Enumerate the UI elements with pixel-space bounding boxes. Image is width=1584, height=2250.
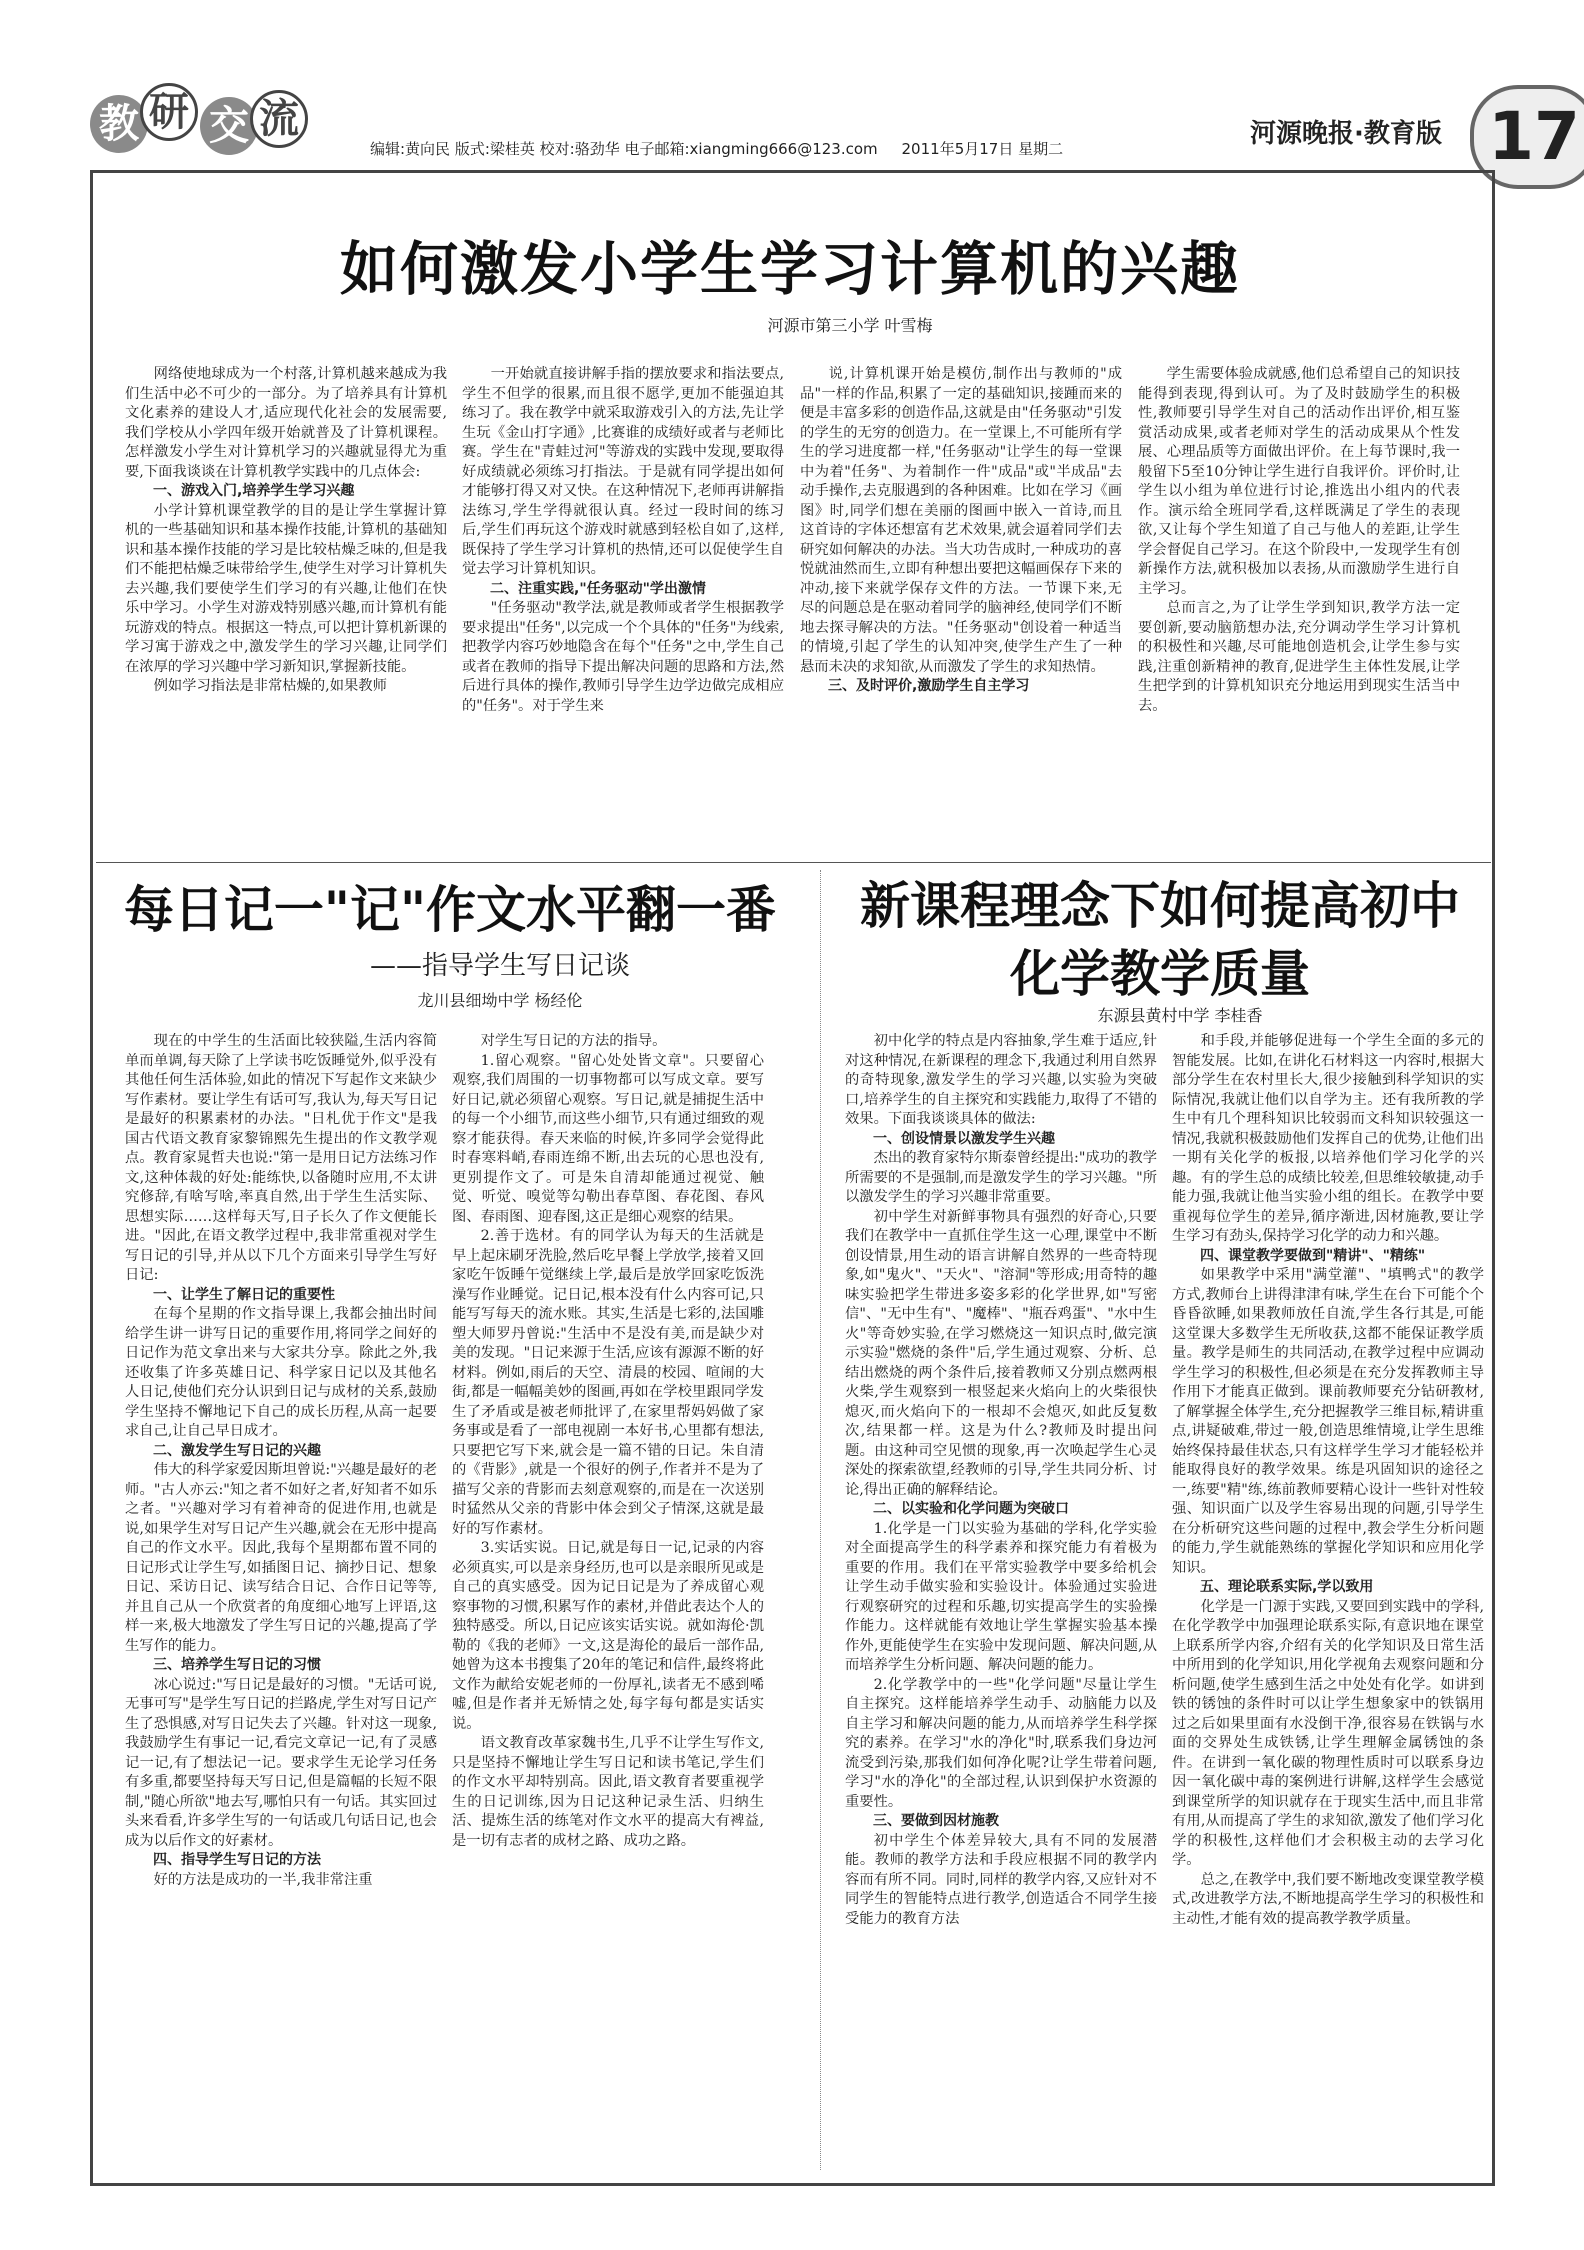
article2-author: 龙川县细坳中学 杨经伦 <box>417 991 583 1010</box>
section-heading: 四、课堂教学要做到"精讲"、"精练" <box>1200 1247 1426 1264</box>
paragraph: "任务驱动"教学法,就是教师或者学生根据教学要求提出"任务",以完成一个个具体的"任务"为线索,把教学内容巧妙地隐含在每个"任务"之中,学生自己或者在教师的指导下提出解决问题的思路和方法,然后进行具体的操作,教师引导学生边学边做完成相应的"任务"。对于学生来 <box>462 600 784 714</box>
paragraph: 初中学生个体差异较大,具有不同的发展潜能。教师的教学方法和手段应根据不同的教学内容而有所不同。同时,同样的教学内容,又应针对不同学生的智能特点进行教学,创造适合不同学生接受能力的教育方法 <box>845 1832 1157 1927</box>
article2-col-2 <box>452 1032 764 2172</box>
section-heading: 二、激发学生写日记的兴趣 <box>153 1442 321 1459</box>
section-divider <box>96 862 1491 863</box>
article1-col-4 <box>1138 365 1460 845</box>
section-heading: 四、指导学生写日记的方法 <box>153 1852 321 1868</box>
section-heading: 二、以实验和化学问题为突破口 <box>873 1501 1069 1517</box>
paragraph: 化学是一门源于实践,又要回到实践中的学科,在化学教学中加强理论联系实际,有意识地在课堂上联系所学内容,介绍有关的化学知识及日常生活中所用到的化学知识,用化学视角去观察问题和分析问题,使学生感到生活之中处处有化学。如讲到铁的锈蚀的条件时可以让学生想象家中的铁锅用过之后如果里面有水没倒干净,很容易在铁锅与水面的交界处生成铁锈,让学生理解金属锈蚀的条件。在讲到一氧化碳的物理性质时可以联系身边因一氧化碳中毒的案例进行讲解,这样学生会感觉到课堂所学的知识就存在于现实生活中,而且非常有用,从而提高了学生的求知欲,激发了他们学习化学的积极性,这样他们才会积极主动的去学习化学。 <box>1172 1598 1484 1868</box>
frame-right-rule <box>1492 170 1495 2185</box>
article2-title: 每日记一"记"作文水平翻一番 <box>123 881 777 939</box>
article3-col-2 <box>1172 1032 1484 2172</box>
frame-top-rule <box>90 170 1495 173</box>
paragraph: 一开始就直接讲解手指的摆放要求和指法要点,学生不但学的很累,而且很不愿学,更加不能强迫其练习了。我在教学中就采取游戏引入的方法,先让学生玩《金山打字通》,比赛谁的成绩好或者与老师比赛。学生在"青蛙过河"等游戏的实践中发现,要取得好成绩就必须练习打指法。于是就有同学提出如何才能够打得又对又快。在这种情况下,老师再讲解指法练习,学生学得就很认真。经过一段时间的练习后,学生们再玩这个游戏时就感到轻松自如了,这样,既保持了学生学习计算机的热情,还可以促使学生自觉去学习计算机知识。 <box>462 366 784 577</box>
paragraph: 好的方法是成功的一半,我非常注重 <box>153 1871 373 1888</box>
article1-col-1 <box>125 365 447 845</box>
paragraph: 例如学习指法是非常枯燥的,如果教师 <box>153 678 387 694</box>
paragraph: 杰出的教育家特尔斯泰曾经提出:"成功的教学所需要的不是强制,而是激发学生的学习兴趣。"所以激发学生的学习兴趣非常重要。 <box>845 1150 1157 1205</box>
paragraph: 初中学生对新鲜事物具有强烈的好奇心,只要我们在教学中一直抓住学生这一心理,课堂中不断创设情景,用生动的语言讲解自然界的一些奇特现象,如"鬼火"、"天火"、"溶洞"等形成;用奇特的趣味实验把学生带进多姿多彩的化学世界,如"写密信"、"无中生有"、"魔棒"、"瓶吞鸡蛋"、"水中生火"等奇妙实验,在学习燃烧这一知识点时,做完演示实验"燃烧的条件"后,学生通过观察、分析、总结出燃烧的两个条件后,接着教师又分别点燃两根火柴,学生观察到一根竖起来火焰向上的火柴很快熄灭,而火焰向下的一根却不会熄灭,如此反复数次,结果都一样。这是为什么?教师及时提出问题。由这种司空见惯的现象,再一次唤起学生心灵深处的探索欲望,经教师的引导,学生共同分析、讨论,得出正确的解释结论。 <box>845 1208 1157 1498</box>
paragraph: 和手段,并能够促进每一个学生全面的多元的智能发展。比如,在讲化石材料这一内容时,根据大部分学生在农村里长大,很少接触到科学知识的实际情况,我就让他们以自学为主。还有我所教的学生中有几个理科知识比较弱而文科知识较强这一情况,我就积极鼓励他们发挥自己的优势,让他们出一期有关化学的板报,以培养他们学习化学的兴趣。有的学生总的成绩比较差,但思维较敏捷,动手能力强,我就让他当实验小组的组长。在教学中要重视每位学生的差异,循序渐进,因材施教,要让学生学习有劲头,保持学习化学的动力和兴趣。 <box>1172 1033 1484 1244</box>
paragraph: 现在的中学生的生活面比较狭隘,生活内容简单而单调,每天除了上学读书吃饭睡觉外,似乎没有其他任何生活体验,如此的情况下写起作文来缺少写作素材。要让学生有话可写,我认为,每天写日记是最好的积累素材的办法。"日札优于作文"是我国古代语文教育家黎锦熙先生提出的作文教学观点。教育家晁哲夫也说:"第一是用日记方法练习作文,这种体裁的好处:能练快,以备随时应用,不太讲究修辞,有啥写啥,率真自然,出于学生生活实际、思想实际……这样每天写,日子长久了作文便能长进。"因此,在语文教学过程中,我非常重视对学生写日记的引导,并从以下几个方面来引导学生写好日记: <box>125 1033 437 1283</box>
page-number: 17 <box>1470 85 1584 189</box>
paragraph: 2.善于选材。有的同学认为每天的生活就是早上起床刷牙洗脸,然后吃早餐上学放学,接着又回家吃午饭睡午觉继续上学,最后是放学回家吃饭洗澡写作业睡觉。记日记,根本没有什么内容可记,只能写写每天的流水账。其实,生活是七彩的,法国雕塑大师罗丹曾说:"生活中不是没有美,而是缺少对美的发现。"日记来源于生活,应该有源源不断的好材料。例如,雨后的天空、清晨的校园、喧闹的大街,都是一幅幅美妙的图画,再如在学校里跟同学发生了矛盾或是被老师批评了,在家里帮妈妈做了家务事或是看了一部电视剧一本好书,心里都有想法,只要把它写下来,就会是一篇不错的日记。朱自清的《背影》,就是一个很好的例子,作者并不是为了描写父亲的背影而去刻意观察的,而是在一次送别时猛然从父亲的背影中体会到父子情深,这就是最好的写作素材。 <box>452 1228 764 1537</box>
paragraph: 如果教学中采用"满堂灌"、"填鸭式"的教学方式,教师台上讲得津津有味,学生在台下可能个个昏昏欲睡,如果教师放任自流,学生各行其是,可能这堂课大多数学生无所收获,这都不能保证教学质量。教学是师生的共同活动,在教学过程中应调动学生学习的积极性,但必须是在充分发挥教师主导作用下才能真正做到。课前教师要充分钻研教材,了解掌握全体学生,充分把握教学三维目标,精讲重点,讲疑破难,带过一般,创造思维情境,让学生思维始终保持最佳状态,只有这样学生学习才能轻松并能取得良好的教学效果。练是巩固知识的途径之一,练要"精"练,练前教师要精心设计一些针对性较强、知识面广以及学生容易出现的问题,引导学生在分析研究这些问题的过程中,教会学生分析问题的能力,学生就能熟练的掌握化学知识和应用化学知识。 <box>1172 1267 1484 1576</box>
article3-title-line-1: 新课程理念下如何提高初中 <box>860 877 1460 935</box>
paragraph: 小学计算机课堂教学的目的是让学生掌握计算机的一些基础知识和基本操作技能,计算机的基础知识和基本操作技能的学习是比较枯燥乏味的,但是我们不能把枯燥乏味带给学生,使学生对学习计算机失去兴趣,我们要使学生们学习的有兴趣,让他们在快乐中学习。小学生对游戏特别感兴趣,而计算机有能玩游戏的特点。根据这一特点,可以把计算机新课的学习寓于游戏之中,激发学生的学习兴趣,让同学们在浓厚的学习兴趣中学习新知识,掌握新技能。 <box>125 502 447 675</box>
section-heading: 一、创设情景以激发学生兴趣 <box>873 1130 1055 1147</box>
paragraph: 2.化学教学中的一些"化学问题"尽量让学生自主探究。这样能培养学生动手、动脑能力以及自主学习和解决问题的能力,从而培养学生科学探究的素养。在学习"水的净化"时,联系我们身边河流受到污染,那我们如何净化呢?让学生带着问题,学习"水的净化"的全部过程,认识到保护水资源的重要性。 <box>845 1676 1157 1810</box>
article1-col-3 <box>800 365 1122 845</box>
article1-title: 如何激发小学生学习计算机的兴趣 <box>339 235 1240 303</box>
section-char-1: 教 <box>90 95 148 153</box>
section-heading: 一、让学生了解日记的重要性 <box>153 1286 335 1303</box>
frame-bottom-rule <box>90 2183 1495 2186</box>
paragraph: 说,计算机课开始是模仿,制作出与教师的"成品"一样的作品,积累了一定的基础知识,接踵而来的便是丰富多彩的创造作品,这就是由"任务驱动"引发的学生的无穷的创造力。在一堂课上,不可能所有学生的学习进度都一样,"任务驱动"让学生的每一堂课中为着"任务"、为着制作一件"成品"或"半成品"去动手操作,去克服遇到的各种困难。比如在学习《画图》时,同学们想在美丽的图画中嵌入一首诗,而且这首诗的字体还想富有艺术效果,就会逼着同学们去研究如何解决的办法。当大功告成时,一种成功的喜悦就油然而生,立即有种想出要把这幅画保存下来的冲动,接下来就学保存文件的方法。一节课下来,无尽的问题总是在驱动着同学的脑神经,使同学们不断地去探寻解决的方法。"任务驱动"创设着一种适当的情境,引起了学生的认知冲突,使学生产生了一种悬而未决的求知欲,从而激发了学生的求知热情。 <box>800 366 1122 675</box>
article2-subtitle: ——指导学生写日记谈 <box>369 951 630 981</box>
article3-title <box>830 872 1490 1008</box>
frame-left-rule <box>90 170 93 2185</box>
article1-author: 河源市第三小学 叶雪梅 <box>767 316 933 335</box>
section-heading: 三、培养学生写日记的习惯 <box>153 1657 321 1673</box>
editor-info <box>370 138 1063 159</box>
paragraph: 3.实话实说。日记,就是每日一记,记录的内容必须真实,可以是亲身经历,也可以是亲眼所见或是自己的真实感受。因为记日记是为了养成留心观察事物的习惯,积累写作的素材,并借此表达个人的独特感受。所以,日记应该实话实说。就如海伦·凯勒的《我的老师》一文,这是海伦的最后一部作品,她曾为这本书搜集了20年的笔记和信件,最终将此文作为献给安妮老师的一份厚礼,读者无不感到唏嘘,但是作者并无矫情之处,每字每句都是实话实说。 <box>452 1540 764 1732</box>
column-divider <box>820 870 821 2170</box>
paragraph: 初中化学的特点是内容抽象,学生难于适应,针对这种情况,在新课程的理念下,我通过利用自然界的奇特现象,激发学生的学习兴趣,以实验为突破口,培养学生的自主探究和实践能力,取得了不错的效果。下面我谈谈具体的做法: <box>845 1033 1157 1127</box>
issue-date: 2011年5月17日 星期二 <box>901 140 1064 158</box>
editor-credits: 编辑:黄向民 版式:梁桂英 校对:骆劲华 电子邮箱:xiangming666@123.com <box>370 140 878 158</box>
newspaper-brand: 河源晚报·教育版 <box>1250 119 1442 149</box>
paragraph: 网络使地球成为一个村落,计算机越来越成为我们生活中必不可少的一部分。为了培养具有计算机文化素养的建设人才,适应现代化社会的发展需要,我们学校从小学四年级开始就普及了计算机课程。怎样激发小学生对计算机学习的兴趣就显得尤为重要,下面我谈谈在计算机教学实践中的几点体会: <box>125 366 447 480</box>
section-char-4: 流 <box>250 90 308 148</box>
page-header <box>90 89 1580 175</box>
section-heading: 一、游戏入门,培养学生学习兴趣 <box>153 483 355 499</box>
article3-title-line-2: 化学教学质量 <box>1010 945 1310 1003</box>
section-heading: 五、理论联系实际,学以致用 <box>1200 1579 1374 1595</box>
paragraph: 总之,在教学中,我们要不断地改变课堂教学模式,改进教学方法,不断地提高学生学习的积极性和主动性,才能有效的提高教学教学质量。 <box>1172 1871 1484 1927</box>
section-heading: 二、注重实践,"任务驱动"学出激情 <box>490 580 706 597</box>
paragraph: 在每个星期的作文指导课上,我都会抽出时间给学生讲一讲写日记的重要作用,将同学之间好的日记作为范文拿出来与大家共分享。除此之外,我还收集了许多英雄日记、科学家日记以及其他名人日记,使他们充分认识到日记与成材的关系,鼓励学生坚持不懈地记下自己的成长历程,从高一起要求自己,让自己早日成才。 <box>125 1306 437 1439</box>
paragraph: 冰心说过:"写日记是最好的习惯。"无话可说,无事可写"是学生写日记的拦路虎,学生对写日记产生了恐惧感,对写日记失去了兴趣。针对这一现象,我鼓励学生有事记一记,看完文章记一记,有了灵感记一记,有了想法记一记。要求学生无论学习任务有多重,都要坚持每天写日记,但是篇幅的长短不限制,"随心所欲"地去写,哪怕只有一句话。其实回过头来看看,许多学生写的一句话或几句话日记,也会成为以后作文的好素材。 <box>125 1676 437 1849</box>
article3-author: 东源县黄村中学 李桂香 <box>1097 1006 1263 1025</box>
paragraph: 语文教育改革家魏书生,几乎不让学生写作文,只是坚持不懈地让学生写日记和读书笔记,学生们的作文水平却特别高。因此,语文教育者要重视学生的日记训练,因为日记这种记录生活、归纳生活、提炼生活的练笔对作文水平的提高大有裨益,是一切有志者的成材之路、成功之路。 <box>452 1735 764 1849</box>
paragraph: 对学生写日记的方法的指导。 <box>480 1033 667 1049</box>
section-heading: 三、及时评价,激励学生自主学习 <box>828 678 1030 694</box>
article3-col-1 <box>845 1032 1157 2172</box>
paragraph: 总而言之,为了让学生学到知识,教学方法一定要创新,要动脑筋想办法,充分调动学生学习计算机的积极性和兴趣,尽可能地创造机会,让学生参与实践,注重创新精神的教育,促进学生主体性发展,让学生把学到的计算机知识充分地运用到现实生活当中去。 <box>1138 600 1460 714</box>
section-char-3: 交 <box>200 97 258 155</box>
paragraph: 伟大的科学家爱因斯坦曾说:"兴趣是最好的老师。"古人亦云:"知之者不如好之者,好知者不如乐之者。"兴趣对学习有着神奇的促进作用,也就是说,如果学生对写日记产生兴趣,就会在无形中提高自己的作文水平。因此,我每个星期都布置不同的日记形式让学生写,如插图日记、摘抄日记、想象日记、采访日记、读写结合日记、合作日记等等,并且自己从一个欣赏者的角度细心地写上评语,这样一来,极大地激发了学生写日记的兴趣,提高了学生写作的能力。 <box>125 1462 437 1654</box>
article1-col-2 <box>462 365 784 845</box>
paragraph: 1.化学是一门以实验为基础的学科,化学实验对全面提高学生的科学素养和探究能力有着极为重要的作用。我们在平常实验教学中要多给机会让学生动手做实验和实验设计。体验通过实验进行观察研究的过程和乐趣,切实提高学生的实验操作能力。这样就能有效地让学生掌握实验基本操作外,更能使学生在实验中发现问题、解决问题,从而培养学生分析问题、解决问题的能力。 <box>845 1520 1157 1673</box>
paragraph: 1.留心观察。"留心处处皆文章"。只要留心观察,我们周围的一切事物都可以写成文章。要写好日记,就必须留心观察。写日记,就是捕捉生活中的每一个小细节,而这些小细节,只有通过细致的观察才能获得。春天来临的时候,许多同学会觉得此时春寒料峭,春雨连绵不断,出去玩的心思也没有,更别提作文了。可是朱自清却能通过视觉、触觉、听觉、嗅觉等勾勒出春草图、春花图、春风图、春雨图、迎春图,这正是细心观察的结果。 <box>452 1052 764 1225</box>
article2-col-1 <box>125 1032 437 2172</box>
section-heading: 三、要做到因材施教 <box>873 1813 999 1829</box>
section-char-2: 研 <box>140 83 198 141</box>
paragraph: 学生需要体验成就感,他们总希望自己的知识技能得到表现,得到认可。为了及时鼓励学生的积极性,教师要引导学生对自己的活动作出评价,相互鉴赏活动成果,或者老师对学生的活动成果从个性发展、心理品质等方面做出评价。在上每节课时,我一般留下5至10分钟让学生进行自我评价。评价时,让学生以小组为单位进行讨论,推选出小组内的代表作。演示给全班同学看,这样既满足了学生的表现欲,又让每个学生知道了自己与他人的差距,让学生学会督促自己学习。在这个阶段中,一发现学生有创新操作方法,就积极加以表扬,从而激励学生进行自主学习。 <box>1138 366 1460 597</box>
